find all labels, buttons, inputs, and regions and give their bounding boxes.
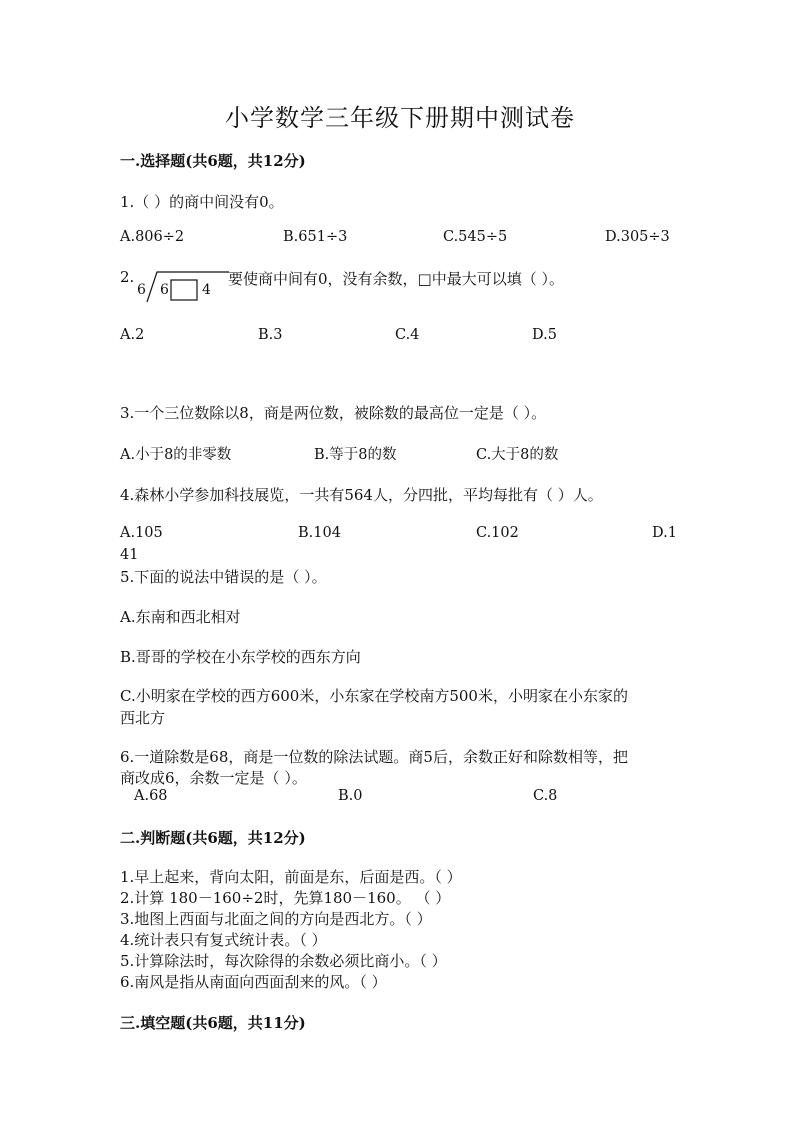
section-heading-judgment: 二.判断题(共6题，共12分) <box>120 829 306 847</box>
q4-option-d-wrap: 41 <box>120 547 139 563</box>
q1-option-a: A.806÷2 <box>120 229 185 245</box>
question-6-line1: 6.一道除数是68，商是一位数的除法试题。商5后，余数正好和除数相等，把 <box>120 748 628 766</box>
q3-option-a: A.小于8的非零数 <box>120 447 232 463</box>
q5-option-c-wrap: 西北方 <box>120 709 166 727</box>
q6-option-a: A.68 <box>134 788 168 804</box>
q6-option-c: C.8 <box>533 788 558 804</box>
q2-option-b: B.3 <box>258 327 283 343</box>
q2-option-c: C.4 <box>395 327 420 343</box>
dividend-right: 4 <box>202 282 211 298</box>
question-2-number: 2. <box>120 268 135 286</box>
section-heading-fill: 三.填空题(共6题，共11分) <box>120 1014 306 1032</box>
q6-option-b: B.0 <box>338 788 363 804</box>
q5-option-c: C.小明家在学校的西方600米，小东家在学校南方500米，小明家在小东家的 <box>120 687 628 705</box>
question-4: 4.森林小学参加科技展览，一共有564人，分四批，平均每批有（ ）人。 <box>120 486 603 504</box>
question-1: 1.（ ）的商中间没有0。 <box>120 193 284 211</box>
long-division-figure <box>135 268 230 304</box>
question-2: 要使商中间有0，没有余数，□中最大可以填（ ）。 <box>228 270 564 288</box>
judgment-item-2: 2.计算 180－160÷2时，先算180－160。 （ ） <box>120 889 451 907</box>
page-title: 小学数学三年级下册期中测试卷 <box>225 104 575 132</box>
section-heading-choice: 一.选择题(共6题，共12分) <box>120 152 306 170</box>
divisor: 6 <box>137 282 146 298</box>
q3-option-c: C.大于8的数 <box>476 447 559 463</box>
q2-option-a: A.2 <box>120 327 145 343</box>
judgment-item-4: 4.统计表只有复式统计表。（ ） <box>120 931 327 949</box>
division-bracket <box>135 268 230 304</box>
q1-option-b: B.651÷3 <box>283 229 348 245</box>
q4-option-b: B.104 <box>298 525 341 541</box>
q1-option-c: C.545÷5 <box>443 229 508 245</box>
q4-option-d: D.1 <box>652 525 677 541</box>
q3-option-b: B.等于8的数 <box>314 447 397 463</box>
question-3: 3.一个三位数除以8，商是两位数，被除数的最高位一定是（ ）。 <box>120 404 547 422</box>
dividend-left: 6 <box>160 282 169 298</box>
q4-option-c: C.102 <box>476 525 519 541</box>
question-6-line2: 商改成6，余数一定是（ ）。 <box>120 769 307 787</box>
judgment-item-6: 6.南风是指从南面向西面刮来的风。（ ） <box>120 973 387 991</box>
q2-option-d: D.5 <box>532 327 557 343</box>
question-5: 5.下面的说法中错误的是（ ）。 <box>120 568 327 586</box>
q5-option-a: A.东南和西北相对 <box>120 608 241 626</box>
blank-box <box>171 280 197 300</box>
judgment-item-3: 3.地图上西面与北面之间的方向是西北方。（ ） <box>120 910 432 928</box>
q4-option-a: A.105 <box>120 525 163 541</box>
judgment-item-5: 5.计算除法时，每次除得的余数必须比商小。（ ） <box>120 952 447 970</box>
q5-option-b: B.哥哥的学校在小东学校的西东方向 <box>120 648 361 666</box>
q1-option-d: D.305÷3 <box>605 229 670 245</box>
judgment-item-1: 1.早上起来，背向太阳，前面是东，后面是西。（ ） <box>120 868 462 886</box>
